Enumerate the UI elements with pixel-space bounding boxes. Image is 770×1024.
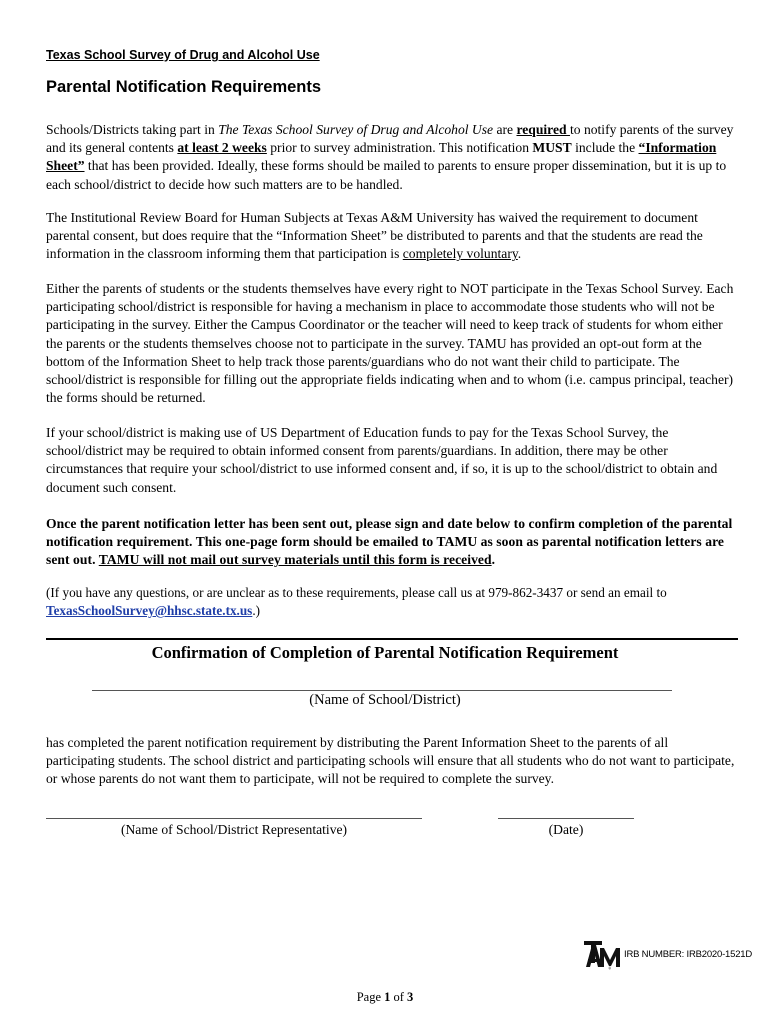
total-page-count: 3 — [407, 990, 414, 1004]
paragraph-contact — [46, 584, 736, 620]
text-run: The Institutional Review Board for Human Subjects at Texas A&M University has waived the requirement to document parental consent, but does require that the “Information Sheet” be distributed to parents and that the students are read the information in the classroom informing them that participation is — [46, 210, 703, 262]
text-run: prior to survey administration. This notification — [266, 140, 533, 156]
two-weeks-emphasis: at least 2 weeks — [177, 140, 267, 156]
svg-text:®: ® — [608, 966, 612, 970]
mail-warning: TAMU will not mail out survey materials until this form is received — [98, 552, 492, 568]
text-run: Once the parent notification letter has been sent out, please sign and date below to confirm completion of the parental notification requirement. This one-page form should be emailed to TAMU as soon as parental notification letters are sent out. — [46, 516, 733, 568]
must-emphasis: MUST — [532, 140, 572, 156]
required-emphasis: required — [516, 122, 570, 137]
text-run: to notify parents of the survey and its general contents — [46, 122, 734, 156]
date-line[interactable] — [498, 818, 634, 819]
voluntary-emphasis: completely voluntary — [402, 246, 518, 262]
paragraph-notification — [46, 121, 736, 194]
section-divider — [46, 638, 738, 640]
footer-text: of — [390, 990, 408, 1004]
school-name-line[interactable] — [92, 690, 672, 691]
irb-number: IRB NUMBER: IRB2020-1521D — [624, 949, 753, 960]
text-run: are — [493, 122, 517, 137]
survey-name: The Texas School Survey of Drug and Alcohol Use — [218, 122, 494, 137]
text-run: that has been provided. Ideally, these forms should be mailed to parents to ensure proper dissemination, but it is up to each school/district to decide how such matters are to be handled. — [46, 158, 727, 192]
text-run: . — [491, 552, 496, 568]
current-page-number: 1 — [384, 990, 391, 1004]
text-run: . — [517, 246, 522, 262]
paragraph-opt-out: Either the parents of students or the students themselves have every right to NOT participate in the Texas School Survey. Each participating school/district is responsible for having a mechanism in place to accommodate those students who will not be participating in the survey. Either the Campus Coordinator or the teacher will need to keep track of students for whom either the parents or the students themselves choose not to participate in the survey. TAMU has provided an opt-out form at the bottom of the Information Sheet to help track those parents/guardians who do not want their child to participate. The school/district is responsible for filling out the appropriate fields indicating when and to whom (i.e. campus principal, teacher) the forms should be returned. — [46, 281, 734, 406]
confirmation-statement: has completed the parent notification requirement by distributing the Parent Information Sheet to the parents of all participating students. The school district and participating schools will ensure that all students who do not want to participate, or whose parents do not want them to participate, will not be required to complete the survey. — [46, 735, 735, 787]
paragraph-instructions — [46, 515, 736, 570]
texas-am-logo-icon — [584, 940, 620, 970]
footer-text: Page — [356, 990, 385, 1004]
text-run: include the — [571, 140, 639, 156]
page-footer — [0, 990, 770, 1005]
paragraph-irb — [46, 209, 736, 264]
date-caption: (Date) — [548, 822, 584, 837]
representative-caption: (Name of School/District Representative) — [120, 822, 348, 837]
text-run: Schools/Districts taking part in — [46, 122, 219, 137]
representative-signature-line[interactable] — [46, 818, 422, 819]
information-sheet-emphasis: “Information Sheet” — [46, 140, 717, 174]
paragraph-informed-consent: If your school/district is making use of US Department of Education funds to pay for the Texas School Survey, the school/district may be required to obtain informed consent from parents/guardians. In addition, there may be other circumstances that require your school/district to use informed consent and, if so, it is up to the school/district to obtain and document such consent. — [46, 425, 718, 495]
survey-title: Texas School Survey of Drug and Alcohol Use — [46, 48, 320, 62]
school-name-caption: (Name of School/District) — [309, 692, 461, 708]
email-link[interactable]: TexasSchoolSurvey@hhsc.state.tx.us — [46, 603, 253, 619]
page-heading: Parental Notification Requirements — [46, 78, 322, 96]
text-run: (If you have any questions, or are unclear as to these requirements, please call us at 979-862-3437 or send an email to — [46, 585, 667, 600]
confirmation-title: Confirmation of Completion of Parental Notification Requirement — [151, 643, 619, 662]
text-run: .) — [252, 603, 261, 619]
